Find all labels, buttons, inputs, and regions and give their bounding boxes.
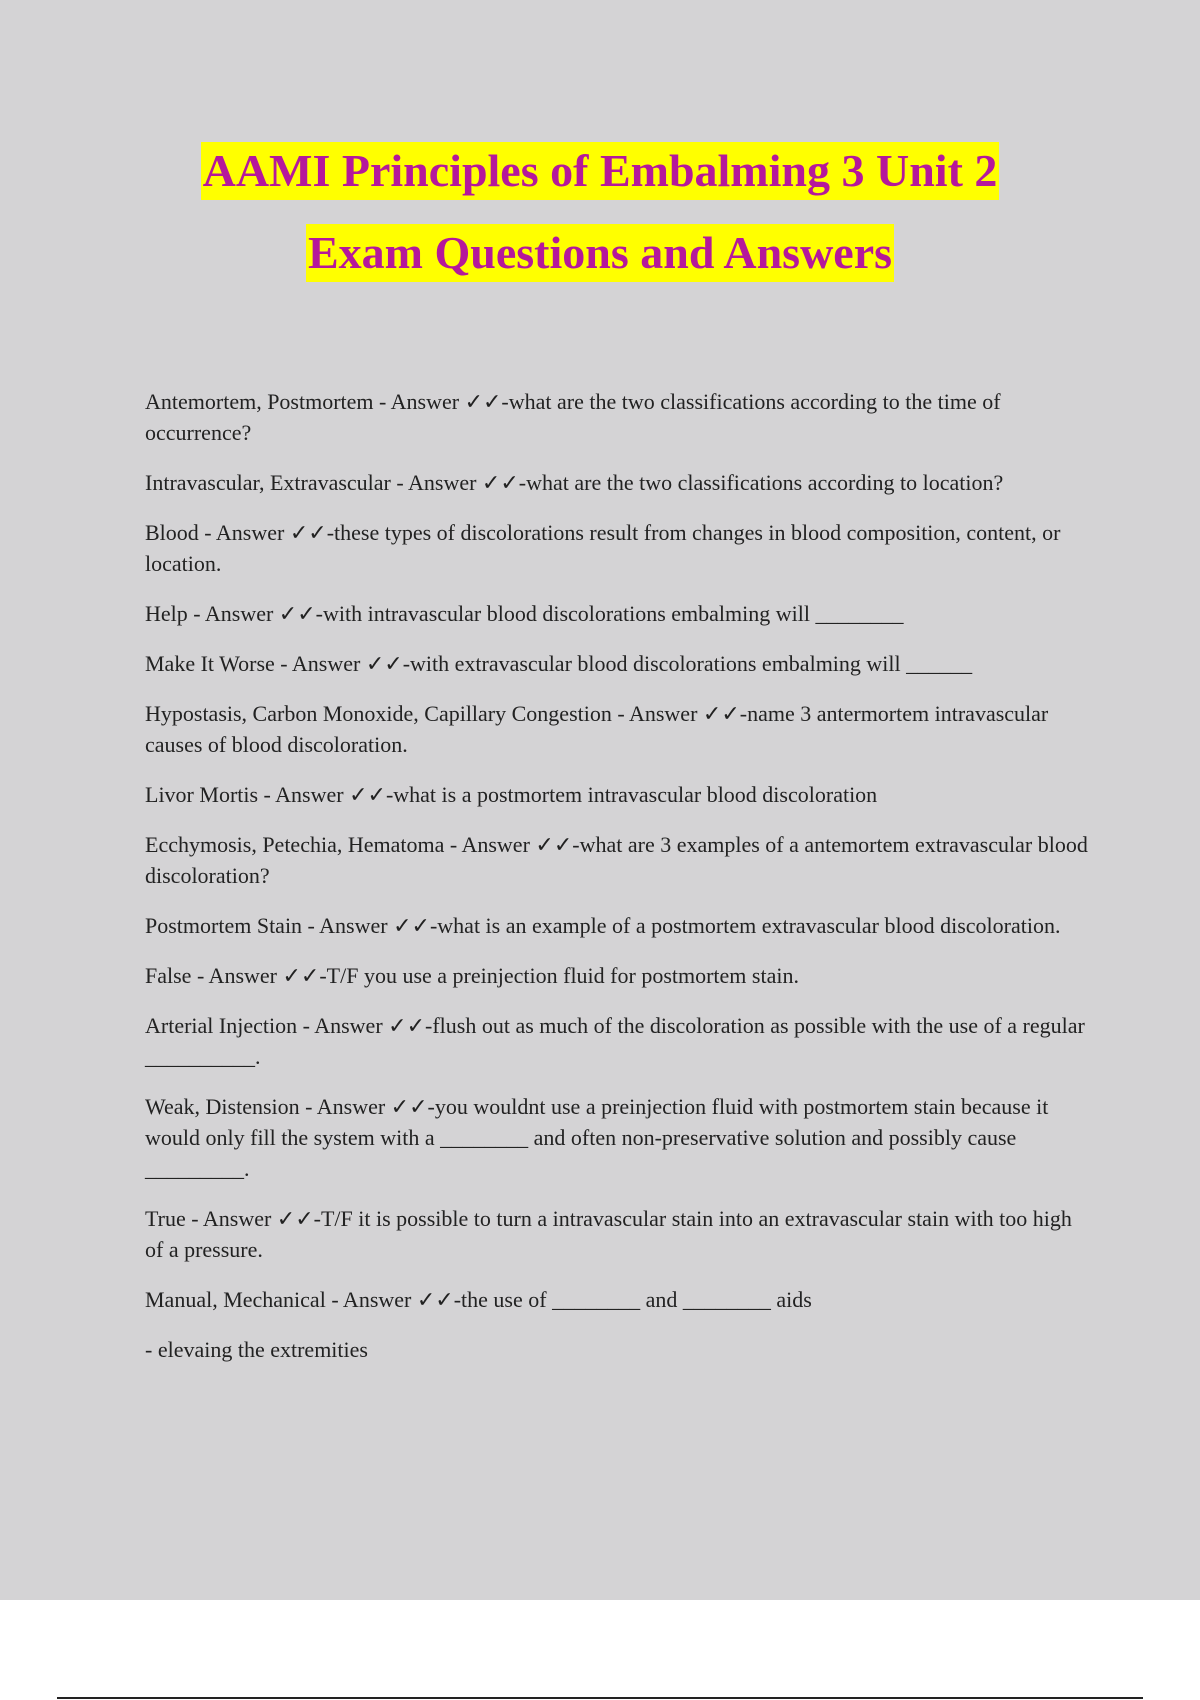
qa-item xyxy=(145,517,1095,579)
qa-item xyxy=(145,386,1095,448)
qa-text: Hypostasis, Carbon Monoxide, Capillary Congestion - Answer ✓✓-name 3 antermortem intravascular causes of blood discoloration. xyxy=(145,701,1054,757)
qa-text: Help - Answer ✓✓-with intravascular blood discolorations embalming will ________ xyxy=(145,601,904,626)
qa-item xyxy=(145,1284,1095,1315)
qa-item xyxy=(145,779,1095,810)
qa-text: - elevaing the extremities xyxy=(145,1337,368,1362)
qa-text: Blood - Answer ✓✓-these types of discolorations result from changes in blood composition, content, or location. xyxy=(145,520,1066,576)
qa-text: False - Answer ✓✓-T/F you use a preinjection fluid for postmortem stain. xyxy=(145,963,799,988)
qa-text: True - Answer ✓✓-T/F it is possible to turn a intravascular stain into an extravascular stain with too high of a pressure. xyxy=(145,1206,1078,1262)
qa-item xyxy=(145,910,1095,941)
qa-text: Intravascular, Extravascular - Answer ✓✓-what are the two classifications according to location? xyxy=(145,470,1004,495)
qa-text: Arterial Injection - Answer ✓✓-flush out as much of the discoloration as possible with the use of a regular __________. xyxy=(145,1013,1091,1069)
qa-item xyxy=(145,1334,1095,1365)
qa-text: Weak, Distension - Answer ✓✓-you wouldnt use a preinjection fluid with postmortem stain because it would only fill the system with a ________ and often non-preservative solution and possibly cause _________. xyxy=(145,1094,1054,1181)
qa-item xyxy=(145,698,1095,760)
qa-item xyxy=(145,960,1095,991)
qa-list xyxy=(145,386,1095,1384)
qa-text: Ecchymosis, Petechia, Hematoma - Answer ✓✓-what are 3 examples of a antemortem extravascular blood discoloration? xyxy=(145,832,1094,888)
qa-item xyxy=(145,1203,1095,1265)
document-title xyxy=(0,142,1200,282)
title-line-2: Exam Questions and Answers xyxy=(306,224,894,282)
qa-text: Postmortem Stain - Answer ✓✓-what is an example of a postmortem extravascular blood discoloration. xyxy=(145,913,1061,938)
qa-item xyxy=(145,1010,1095,1072)
qa-text: Livor Mortis - Answer ✓✓-what is a postmortem intravascular blood discoloration xyxy=(145,782,878,807)
qa-item xyxy=(145,467,1095,498)
qa-item xyxy=(145,1091,1095,1184)
qa-text: Make It Worse - Answer ✓✓-with extravascular blood discolorations embalming will ______ xyxy=(145,651,973,676)
qa-item xyxy=(145,598,1095,629)
footer-divider xyxy=(57,1697,1143,1699)
qa-item xyxy=(145,829,1095,891)
title-line-1: AAMI Principles of Embalming 3 Unit 2 xyxy=(201,142,1000,200)
qa-text: Manual, Mechanical - Answer ✓✓-the use of ________ and ________ aids xyxy=(145,1287,812,1312)
qa-item xyxy=(145,648,1095,679)
qa-text: Antemortem, Postmortem - Answer ✓✓-what are the two classifications according to the time of occurrence? xyxy=(145,389,1007,445)
